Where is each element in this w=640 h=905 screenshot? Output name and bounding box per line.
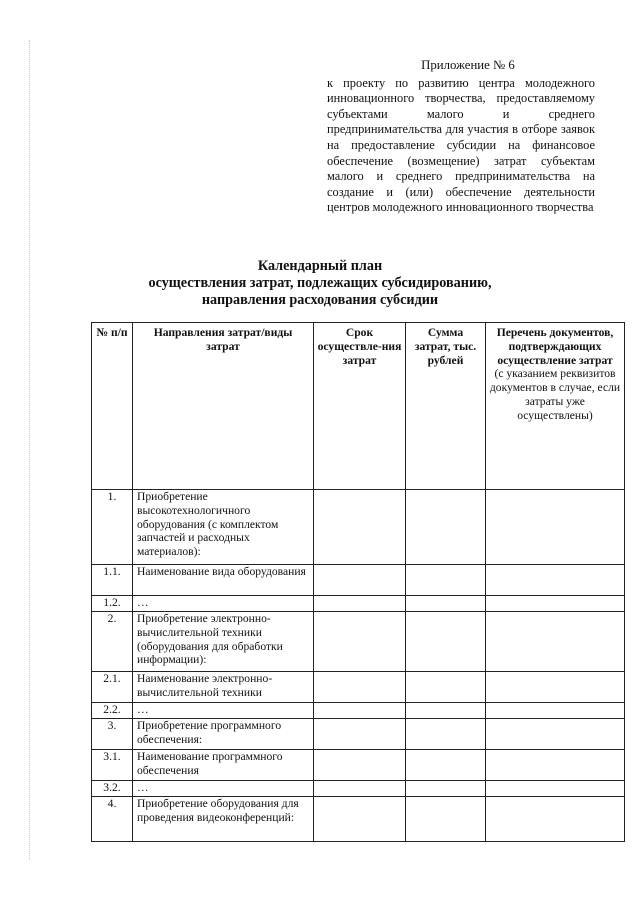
header-number: № п/п [92, 323, 133, 490]
heading-line-1: Календарный план [257, 258, 383, 274]
row-docs-cell [486, 565, 625, 596]
heading-line-3: направления расходования субсидии [201, 292, 439, 308]
table-row [92, 750, 625, 781]
row-docs-cell [486, 596, 625, 612]
row-number: 2.1. [92, 672, 133, 703]
row-docs-cell [486, 719, 625, 750]
appendix-text: к проекту по развитию центра молодежного инновационного творчества, предоставляемому субъектами малого и среднего предпринимательства для участия в отборе заявок на предоставление субсидии на финансовое обеспечение (возмещение) затрат субъектам малого и среднего предпринимательства на создание и (или) обеспечение деятельности центров молодежного инновационного творчества [327, 75, 595, 215]
row-number: 3.2. [92, 781, 133, 797]
row-direction: Наименование программного обеспечения [133, 750, 314, 781]
scan-margin-line [29, 40, 30, 860]
row-sum-cell [406, 797, 486, 842]
row-term-cell [314, 797, 406, 842]
row-docs-cell [486, 490, 625, 565]
header-documents [486, 323, 625, 490]
header-sum: Сумма затрат, тыс. рублей [406, 323, 486, 490]
header-documents-title: Перечень документов, подтверждающих осуществление затрат [496, 326, 614, 367]
table-row [92, 490, 625, 565]
table-row [92, 565, 625, 596]
table-row [92, 596, 625, 612]
row-direction: Приобретение высокотехнологичного оборудования (с комплектом запчастей и расходных материалов): [133, 490, 314, 565]
row-term-cell [314, 719, 406, 750]
document-heading [90, 258, 550, 309]
row-direction: … [133, 781, 314, 797]
appendix-block [327, 58, 595, 216]
heading-line-2: осуществления затрат, подлежащих субсидированию, [148, 275, 492, 291]
row-number: 1. [92, 490, 133, 565]
row-sum-cell [406, 703, 486, 719]
row-number: 2.2. [92, 703, 133, 719]
row-sum-cell [406, 565, 486, 596]
table-row [92, 612, 625, 672]
row-direction: Приобретение программного обеспечения: [133, 719, 314, 750]
row-term-cell [314, 612, 406, 672]
row-sum-cell [406, 672, 486, 703]
row-sum-cell [406, 719, 486, 750]
table-row [92, 719, 625, 750]
row-docs-cell [486, 797, 625, 842]
row-sum-cell [406, 596, 486, 612]
row-docs-cell [486, 612, 625, 672]
row-number: 1.2. [92, 596, 133, 612]
header-direction: Направления затрат/виды затрат [133, 323, 314, 490]
table-row [92, 797, 625, 842]
row-sum-cell [406, 612, 486, 672]
row-sum-cell [406, 750, 486, 781]
row-term-cell [314, 565, 406, 596]
row-number: 3.1. [92, 750, 133, 781]
table-row [92, 672, 625, 703]
row-direction: … [133, 596, 314, 612]
row-term-cell [314, 781, 406, 797]
table-header-row [92, 323, 625, 490]
row-docs-cell [486, 750, 625, 781]
row-term-cell [314, 490, 406, 565]
header-term: Срок осуществле-ния затрат [314, 323, 406, 490]
row-term-cell [314, 596, 406, 612]
row-direction: … [133, 703, 314, 719]
row-direction: Приобретение оборудования для проведения видеоконференций: [133, 797, 314, 842]
table-row [92, 703, 625, 719]
row-docs-cell [486, 703, 625, 719]
row-sum-cell [406, 490, 486, 565]
row-number: 1.1. [92, 565, 133, 596]
row-number: 3. [92, 719, 133, 750]
row-docs-cell [486, 781, 625, 797]
row-direction: Наименование электронно-вычислительной техники [133, 672, 314, 703]
row-term-cell [314, 672, 406, 703]
appendix-title: Приложение № 6 [421, 58, 515, 72]
row-term-cell [314, 750, 406, 781]
header-documents-note: (с указанием реквизитов документов в случае, если затраты уже осуществлены) [489, 367, 621, 422]
row-number: 2. [92, 612, 133, 672]
row-direction: Наименование вида оборудования [133, 565, 314, 596]
row-docs-cell [486, 672, 625, 703]
row-sum-cell [406, 781, 486, 797]
table-row [92, 781, 625, 797]
row-number: 4. [92, 797, 133, 842]
row-direction: Приобретение электронно-вычислительной техники (оборудования для обработки информации): [133, 612, 314, 672]
row-term-cell [314, 703, 406, 719]
calendar-plan-table [91, 322, 625, 842]
